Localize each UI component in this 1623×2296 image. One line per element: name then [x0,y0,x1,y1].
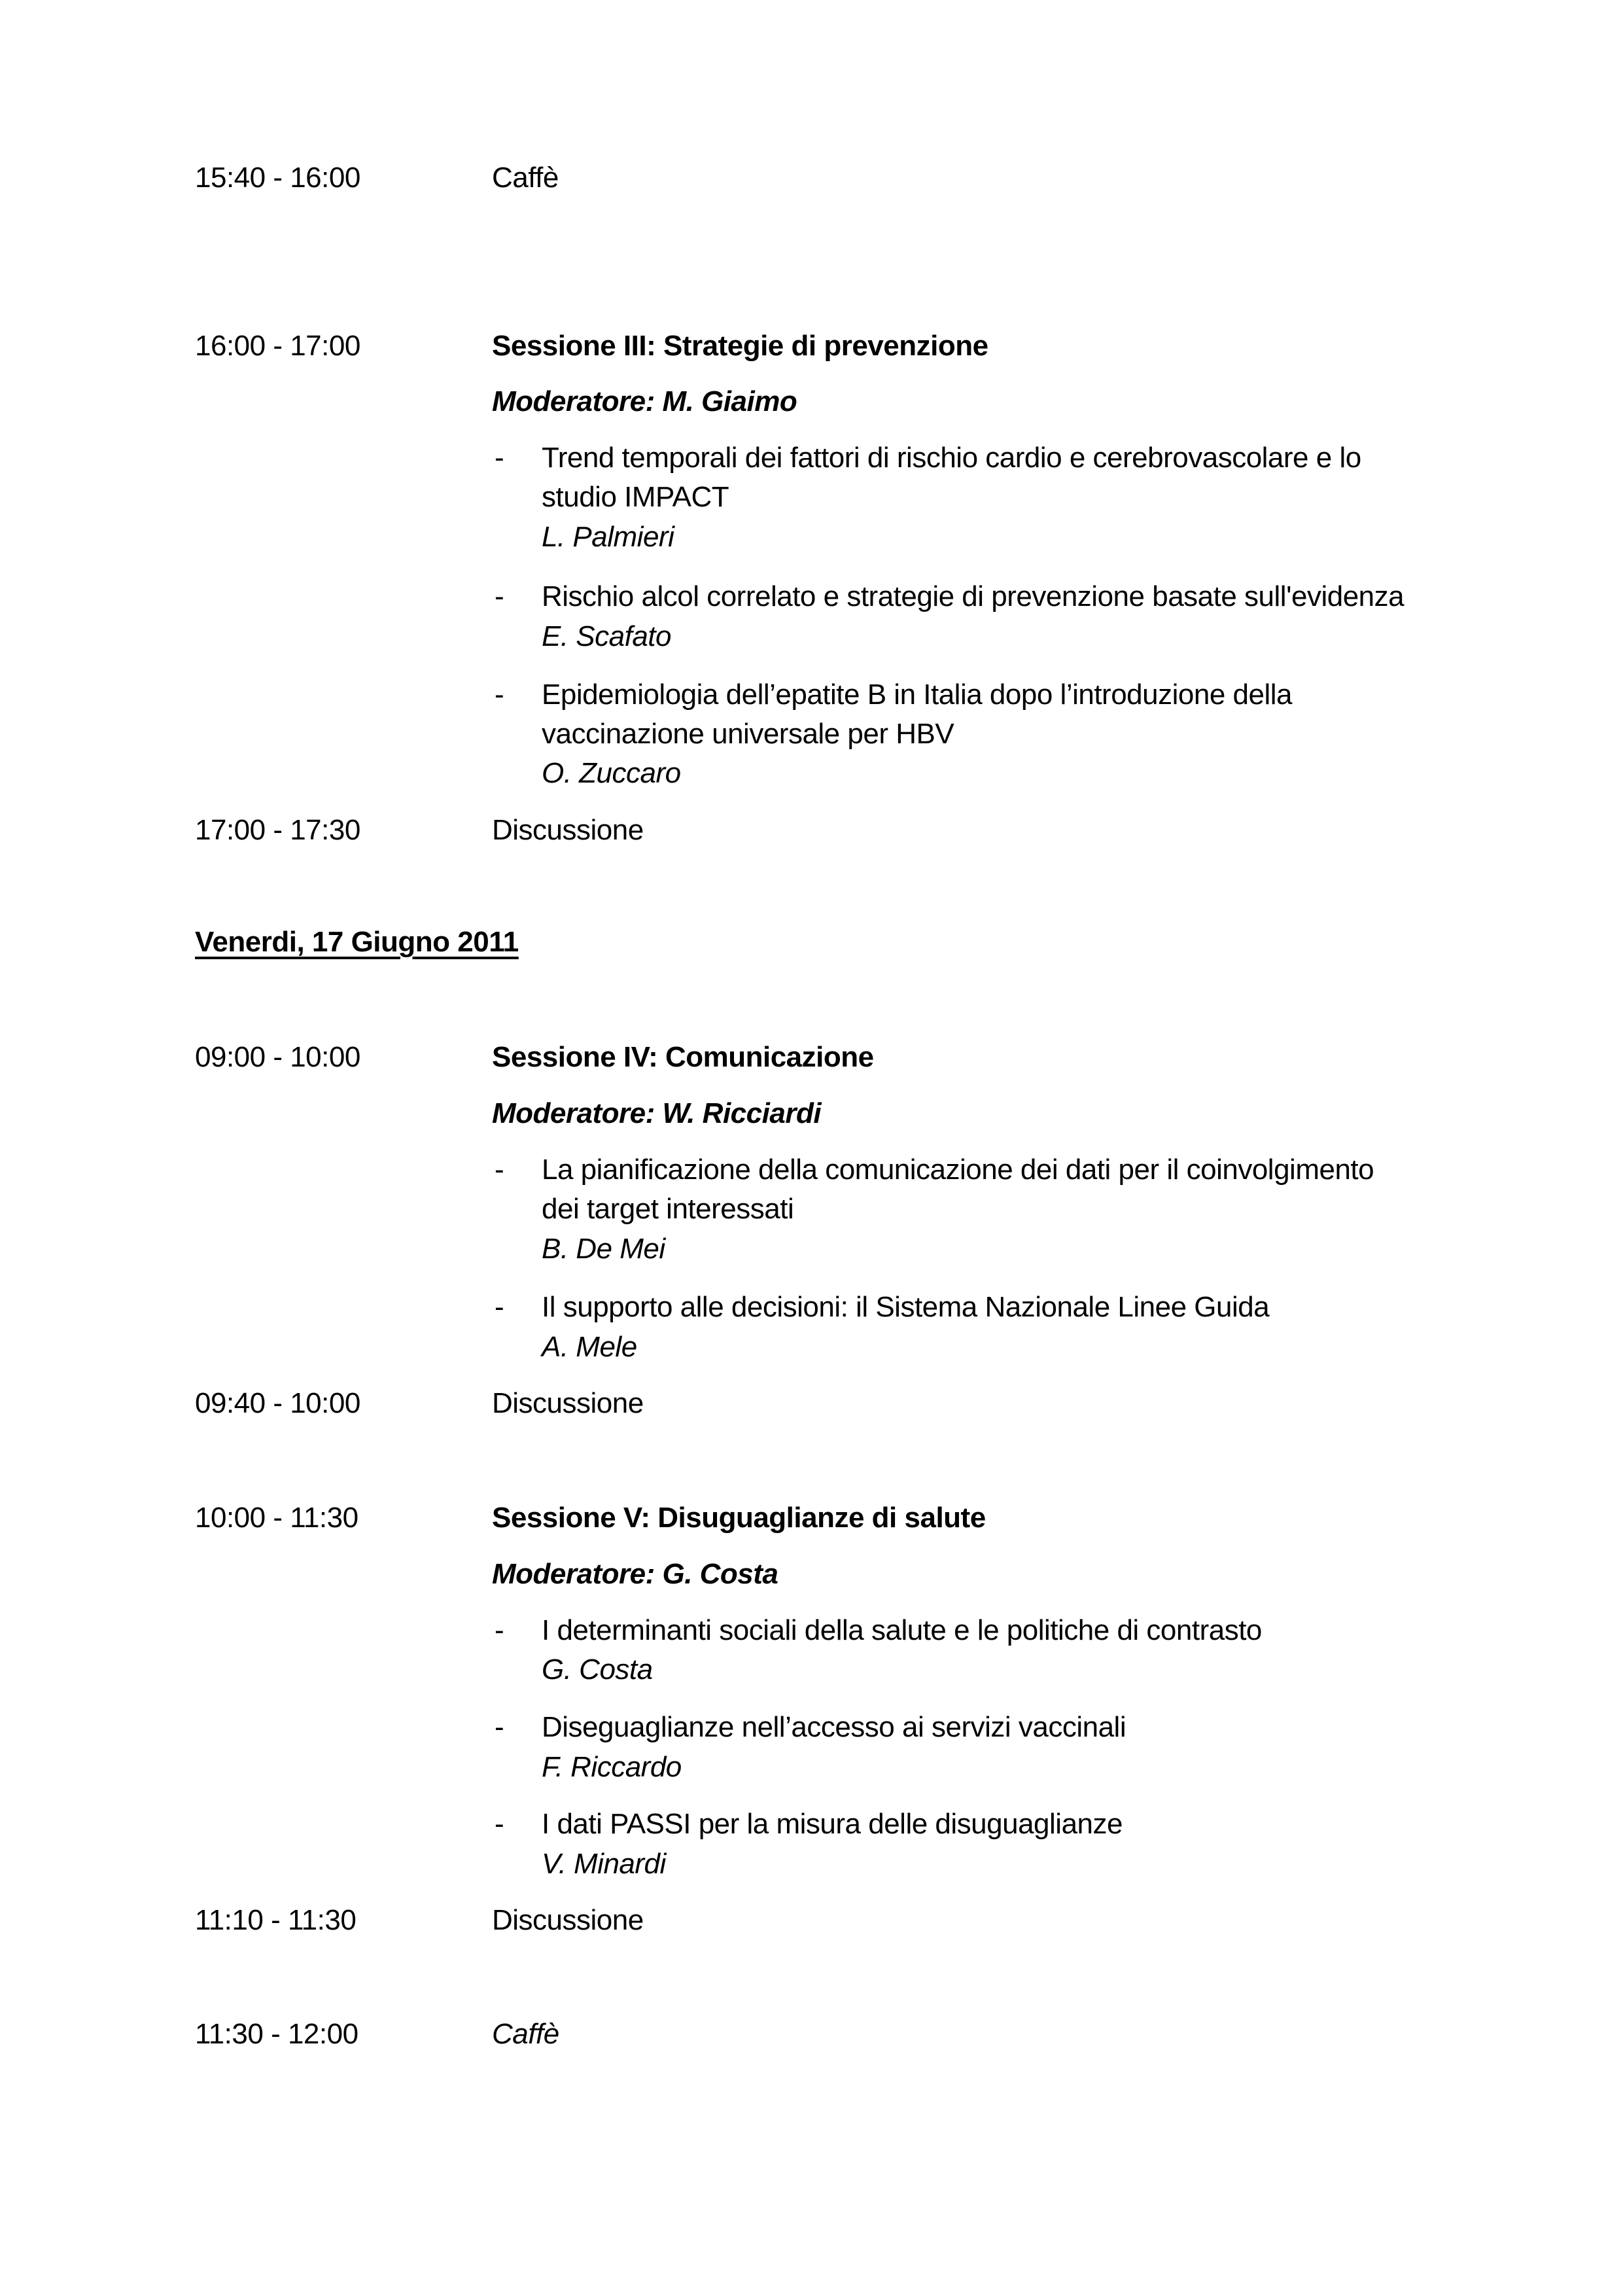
talk-title: Rischio alcol correlato e strategie di prevenzione basate sull'evidenza [542,580,1405,612]
speaker: E. Scafato [542,620,672,652]
bullet: - [495,580,504,612]
session-title: Sessione V: Disuguaglianze di salute [492,1502,986,1534]
agenda-item: Caffè [492,2018,559,2050]
talk-title: Il supporto alle decisioni: il Sistema Nazionale Linee Guida [542,1291,1270,1323]
talk-title: Epidemiologia dell’epatite B in Italia dopo l’introduzione della [542,679,1292,711]
speaker: F. Riccardo [542,1751,682,1783]
speaker: L. Palmieri [542,521,674,553]
speaker: A. Mele [542,1331,637,1363]
bullet: - [495,1614,504,1646]
day-heading: Venerdi, 17 Giugno 2011 [195,926,519,958]
talk-title: I determinanti sociali della salute e le politiche di contrasto [542,1614,1262,1646]
bullet: - [495,1711,504,1743]
moderator: Moderatore: M. Giaimo [492,385,797,417]
agenda-item: Discussione [492,814,644,846]
moderator: Moderatore: G. Costa [492,1558,778,1590]
bullet: - [495,442,504,474]
time-slot: 17:00 - 17:30 [195,814,360,846]
time-slot: 11:30 - 12:00 [195,2018,358,2050]
talk-title: I dati PASSI per la misura delle disuguaglianze [542,1808,1123,1840]
bullet: - [495,1808,504,1840]
bullet: - [495,1291,504,1323]
speaker: O. Zuccaro [542,757,681,789]
speaker: G. Costa [542,1653,653,1686]
time-slot: 15:40 - 16:00 [195,162,360,194]
time-slot: 10:00 - 11:30 [195,1502,358,1534]
talk-title: Diseguaglianze nell’accesso ai servizi vaccinali [542,1711,1126,1743]
speaker: B. De Mei [542,1233,665,1265]
talk-title: Trend temporali dei fattori di rischio cardio e cerebrovascolare e lo [542,442,1361,474]
session-title: Sessione III: Strategie di prevenzione [492,330,988,362]
agenda-item: Discussione [492,1387,644,1419]
agenda-item: Discussione [492,1904,644,1936]
bullet: - [495,679,504,711]
time-slot: 16:00 - 17:00 [195,330,360,362]
talk-title: La pianificazione della comunicazione dei dati per il coinvolgimento [542,1154,1374,1186]
agenda-item: Caffè [492,162,559,194]
time-slot: 11:10 - 11:30 [195,1904,357,1936]
time-slot: 09:40 - 10:00 [195,1387,360,1419]
bullet: - [495,1154,504,1186]
time-slot: 09:00 - 10:00 [195,1041,360,1073]
moderator: Moderatore: W. Ricciardi [492,1097,822,1129]
talk-title-cont: dei target interessati [542,1193,794,1225]
talk-title-cont: studio IMPACT [542,481,729,513]
session-title: Sessione IV: Comunicazione [492,1041,874,1073]
speaker: V. Minardi [542,1848,666,1880]
talk-title-cont: vaccinazione universale per HBV [542,718,954,750]
